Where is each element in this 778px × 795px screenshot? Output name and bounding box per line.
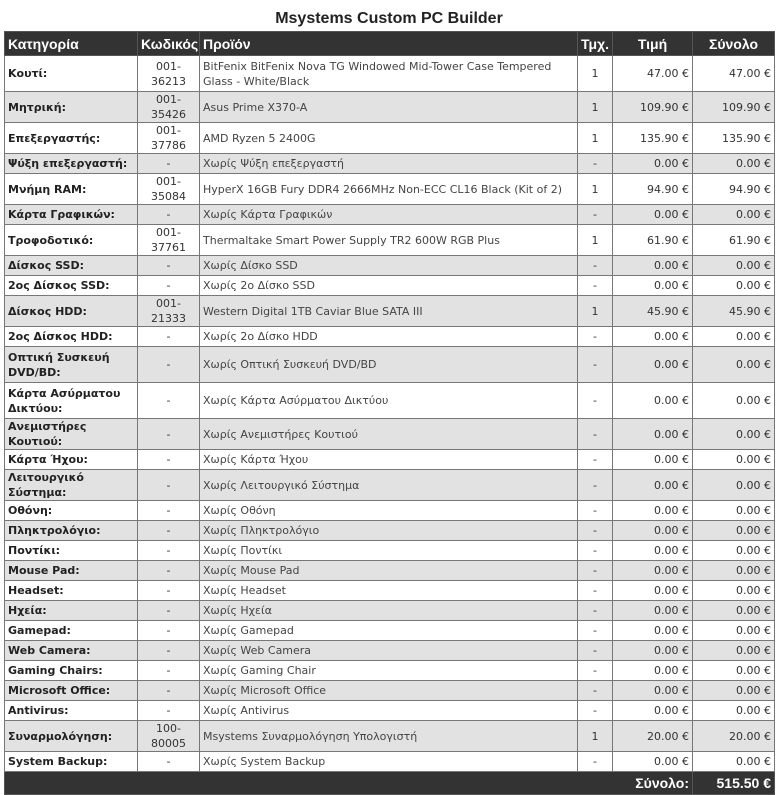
row-price: 0.00 €	[613, 681, 693, 701]
row-total: 0.00 €	[693, 383, 775, 419]
row-category: 2ος Δίσκος SSD:	[5, 276, 138, 296]
row-total: 0.00 €	[693, 752, 775, 772]
row-total: 0.00 €	[693, 541, 775, 561]
row-category: Πληκτρολόγιο:	[5, 521, 138, 541]
row-price: 0.00 €	[613, 541, 693, 561]
row-category: Gamepad:	[5, 621, 138, 641]
row-total: 94.90 €	[693, 174, 775, 205]
row-product: Χωρίς Ανεμιστήρες Κουτιού	[200, 419, 578, 450]
row-qty: 1	[578, 92, 613, 123]
row-qty: -	[578, 450, 613, 470]
row-category: Web Camera:	[5, 641, 138, 661]
row-product: Χωρίς Ποντίκι	[200, 541, 578, 561]
row-total: 0.00 €	[693, 154, 775, 174]
table-row	[5, 450, 775, 470]
table-row	[5, 347, 775, 383]
row-price: 45.90 €	[613, 296, 693, 327]
row-category: Οπτική Συσκευή DVD/BD:	[5, 347, 138, 383]
row-price: 47.00 €	[613, 56, 693, 92]
row-code: 001-37786	[138, 123, 200, 154]
row-price: 0.00 €	[613, 581, 693, 601]
row-total: 135.90 €	[693, 123, 775, 154]
row-code: -	[138, 641, 200, 661]
row-product: Χωρίς Ψύξη επεξεργαστή	[200, 154, 578, 174]
row-code: 001-35426	[138, 92, 200, 123]
table-row	[5, 154, 775, 174]
row-product: Χωρίς Headset	[200, 581, 578, 601]
row-product: Western Digital 1TB Caviar Blue SATA III	[200, 296, 578, 327]
row-qty: 1	[578, 296, 613, 327]
row-code: -	[138, 501, 200, 521]
row-qty: -	[578, 561, 613, 581]
row-total: 0.00 €	[693, 661, 775, 681]
row-code: -	[138, 521, 200, 541]
row-category: Ηχεία:	[5, 601, 138, 621]
row-category: Microsoft Office:	[5, 681, 138, 701]
table-row	[5, 123, 775, 154]
row-category: System Backup:	[5, 752, 138, 772]
table-row	[5, 383, 775, 419]
row-code: -	[138, 419, 200, 450]
row-product: Χωρίς System Backup	[200, 752, 578, 772]
row-code: -	[138, 383, 200, 419]
table-row	[5, 681, 775, 701]
row-total: 0.00 €	[693, 205, 775, 225]
table-row	[5, 752, 775, 772]
row-total: 0.00 €	[693, 521, 775, 541]
row-product: Χωρίς Κάρτα Ήχου	[200, 450, 578, 470]
row-qty: -	[578, 621, 613, 641]
row-qty: -	[578, 419, 613, 450]
row-price: 0.00 €	[613, 470, 693, 501]
row-product: HyperX 16GB Fury DDR4 2666MHz Non-ECC CL16 Black (Kit of 2)	[200, 174, 578, 205]
row-qty: -	[578, 752, 613, 772]
row-category: Δίσκος HDD:	[5, 296, 138, 327]
table-row	[5, 541, 775, 561]
row-price: 0.00 €	[613, 327, 693, 347]
row-qty: -	[578, 581, 613, 601]
row-code: -	[138, 561, 200, 581]
row-total: 0.00 €	[693, 470, 775, 501]
table-row	[5, 501, 775, 521]
row-total: 47.00 €	[693, 56, 775, 92]
table-row	[5, 721, 775, 752]
row-total: 61.90 €	[693, 225, 775, 256]
row-code: -	[138, 581, 200, 601]
row-code: -	[138, 701, 200, 721]
row-total: 20.00 €	[693, 721, 775, 752]
row-code: -	[138, 205, 200, 225]
table-row	[5, 701, 775, 721]
row-product: AMD Ryzen 5 2400G	[200, 123, 578, 154]
table-row	[5, 256, 775, 276]
row-code: -	[138, 601, 200, 621]
row-price: 109.90 €	[613, 92, 693, 123]
table-row	[5, 92, 775, 123]
table-row	[5, 174, 775, 205]
row-code: -	[138, 327, 200, 347]
row-category: Κάρτα Ήχου:	[5, 450, 138, 470]
row-product: Χωρίς Ηχεία	[200, 601, 578, 621]
row-product: Χωρίς Δίσκο SSD	[200, 256, 578, 276]
row-category: Συναρμολόγηση:	[5, 721, 138, 752]
table-row	[5, 225, 775, 256]
row-product: Χωρίς Κάρτα Γραφικών	[200, 205, 578, 225]
row-total: 0.00 €	[693, 450, 775, 470]
row-qty: -	[578, 701, 613, 721]
row-category: Ψύξη επεξεργαστή:	[5, 154, 138, 174]
row-qty: -	[578, 501, 613, 521]
row-product: Χωρίς Πληκτρολόγιο	[200, 521, 578, 541]
row-price: 0.00 €	[613, 383, 693, 419]
row-product: BitFenix BitFenix Nova TG Windowed Mid-Tower Case Tempered Glass - White/Black	[200, 56, 578, 92]
page-title: Msystems Custom PC Builder	[275, 10, 503, 27]
row-category: 2ος Δίσκος HDD:	[5, 327, 138, 347]
row-product: Χωρίς Κάρτα Ασύρματου Δικτύου	[200, 383, 578, 419]
table-row	[5, 470, 775, 501]
row-category: Mouse Pad:	[5, 561, 138, 581]
row-price: 61.90 €	[613, 225, 693, 256]
row-category: Επεξεργαστής:	[5, 123, 138, 154]
row-price: 0.00 €	[613, 205, 693, 225]
row-category: Gaming Chairs:	[5, 661, 138, 681]
table-row	[5, 621, 775, 641]
row-price: 94.90 €	[613, 174, 693, 205]
row-qty: -	[578, 154, 613, 174]
row-price: 0.00 €	[613, 661, 693, 681]
row-code: 001-36213	[138, 56, 200, 92]
row-product: Χωρίς Gamepad	[200, 621, 578, 641]
table-row	[5, 641, 775, 661]
row-qty: -	[578, 383, 613, 419]
row-product: Msystems Συναρμολόγηση Υπολογιστή	[200, 721, 578, 752]
row-code: -	[138, 347, 200, 383]
table-row	[5, 521, 775, 541]
row-total: 0.00 €	[693, 581, 775, 601]
row-product: Χωρίς Mouse Pad	[200, 561, 578, 581]
row-price: 0.00 €	[613, 154, 693, 174]
row-category: Τροφοδοτικό:	[5, 225, 138, 256]
header-total: Σύνολο	[693, 32, 775, 56]
row-code: -	[138, 661, 200, 681]
row-code: -	[138, 752, 200, 772]
row-total: 0.00 €	[693, 641, 775, 661]
table-header	[5, 32, 775, 56]
row-product: Χωρίς Gaming Chair	[200, 661, 578, 681]
row-code: 100-80005	[138, 721, 200, 752]
row-qty: -	[578, 521, 613, 541]
row-total: 0.00 €	[693, 701, 775, 721]
row-category: Μνήμη RAM:	[5, 174, 138, 205]
header-qty: Τμχ.	[578, 32, 613, 56]
row-price: 0.00 €	[613, 501, 693, 521]
row-code: -	[138, 621, 200, 641]
grand-total-value: 515.50 €	[693, 772, 775, 795]
row-price: 0.00 €	[613, 276, 693, 296]
row-total: 0.00 €	[693, 621, 775, 641]
row-total: 0.00 €	[693, 561, 775, 581]
row-qty: 1	[578, 56, 613, 92]
table-row	[5, 419, 775, 450]
row-code: -	[138, 681, 200, 701]
row-code: -	[138, 450, 200, 470]
row-product: Asus Prime X370-A	[200, 92, 578, 123]
row-category: Ανεμιστήρες Κουτιού:	[5, 419, 138, 450]
row-price: 0.00 €	[613, 450, 693, 470]
row-qty: -	[578, 256, 613, 276]
row-total: 0.00 €	[693, 276, 775, 296]
table-row	[5, 561, 775, 581]
row-product: Χωρίς 2ο Δίσκο SSD	[200, 276, 578, 296]
row-category: Μητρική:	[5, 92, 138, 123]
row-category: Κάρτα Γραφικών:	[5, 205, 138, 225]
row-category: Λειτουργικό Σύστημα:	[5, 470, 138, 501]
header-code: Κωδικός	[138, 32, 200, 56]
table-row	[5, 296, 775, 327]
row-price: 20.00 €	[613, 721, 693, 752]
table-row	[5, 661, 775, 681]
row-category: Κάρτα Ασύρματου Δικτύου:	[5, 383, 138, 419]
row-code: -	[138, 154, 200, 174]
row-total: 109.90 €	[693, 92, 775, 123]
row-qty: -	[578, 541, 613, 561]
row-product: Χωρίς Οθόνη	[200, 501, 578, 521]
row-qty: 1	[578, 721, 613, 752]
table-row	[5, 327, 775, 347]
table-row	[5, 276, 775, 296]
row-qty: 1	[578, 123, 613, 154]
row-qty: -	[578, 347, 613, 383]
row-qty: -	[578, 601, 613, 621]
row-total: 0.00 €	[693, 256, 775, 276]
row-code: -	[138, 470, 200, 501]
row-price: 0.00 €	[613, 701, 693, 721]
row-price: 0.00 €	[613, 752, 693, 772]
row-total: 0.00 €	[693, 419, 775, 450]
header-product: Προϊόν	[200, 32, 578, 56]
row-qty: 1	[578, 225, 613, 256]
row-product: Χωρίς Web Camera	[200, 641, 578, 661]
row-price: 0.00 €	[613, 419, 693, 450]
row-product: Χωρίς Λειτουργικό Σύστημα	[200, 470, 578, 501]
row-total: 45.90 €	[693, 296, 775, 327]
row-qty: -	[578, 327, 613, 347]
row-category: Κουτί:	[5, 56, 138, 92]
row-product: Χωρίς Microsoft Office	[200, 681, 578, 701]
table-row	[5, 205, 775, 225]
row-category: Ποντίκι:	[5, 541, 138, 561]
row-price: 0.00 €	[613, 601, 693, 621]
row-total: 0.00 €	[693, 681, 775, 701]
row-code: 001-21333	[138, 296, 200, 327]
row-qty: -	[578, 470, 613, 501]
header-price: Τιμή	[613, 32, 693, 56]
row-product: Χωρίς 2ο Δίσκο HDD	[200, 327, 578, 347]
header-category: Κατηγορία	[5, 32, 138, 56]
row-code: -	[138, 541, 200, 561]
row-category: Δίσκος SSD:	[5, 256, 138, 276]
table-row	[5, 56, 775, 92]
row-product: Thermaltake Smart Power Supply TR2 600W RGB Plus	[200, 225, 578, 256]
row-total: 0.00 €	[693, 601, 775, 621]
row-category: Headset:	[5, 581, 138, 601]
row-qty: -	[578, 276, 613, 296]
row-price: 0.00 €	[613, 256, 693, 276]
table-row	[5, 581, 775, 601]
grand-total-label: Σύνολο:	[5, 772, 693, 795]
row-code: -	[138, 276, 200, 296]
row-price: 135.90 €	[613, 123, 693, 154]
row-total: 0.00 €	[693, 501, 775, 521]
row-qty: -	[578, 641, 613, 661]
row-product: Χωρίς Antivirus	[200, 701, 578, 721]
row-price: 0.00 €	[613, 561, 693, 581]
components-table	[4, 31, 775, 795]
table-row	[5, 601, 775, 621]
row-qty: -	[578, 205, 613, 225]
grand-total-row	[5, 772, 775, 795]
row-price: 0.00 €	[613, 347, 693, 383]
row-total: 0.00 €	[693, 327, 775, 347]
row-qty: 1	[578, 174, 613, 205]
row-price: 0.00 €	[613, 621, 693, 641]
row-product: Χωρίς Οπτική Συσκευή DVD/BD	[200, 347, 578, 383]
row-code: 001-37761	[138, 225, 200, 256]
row-price: 0.00 €	[613, 521, 693, 541]
row-total: 0.00 €	[693, 347, 775, 383]
row-code: 001-35084	[138, 174, 200, 205]
row-category: Antivirus:	[5, 701, 138, 721]
row-category: Οθόνη:	[5, 501, 138, 521]
row-price: 0.00 €	[613, 641, 693, 661]
row-code: -	[138, 256, 200, 276]
table-body	[5, 56, 775, 772]
row-qty: -	[578, 681, 613, 701]
row-qty: -	[578, 661, 613, 681]
